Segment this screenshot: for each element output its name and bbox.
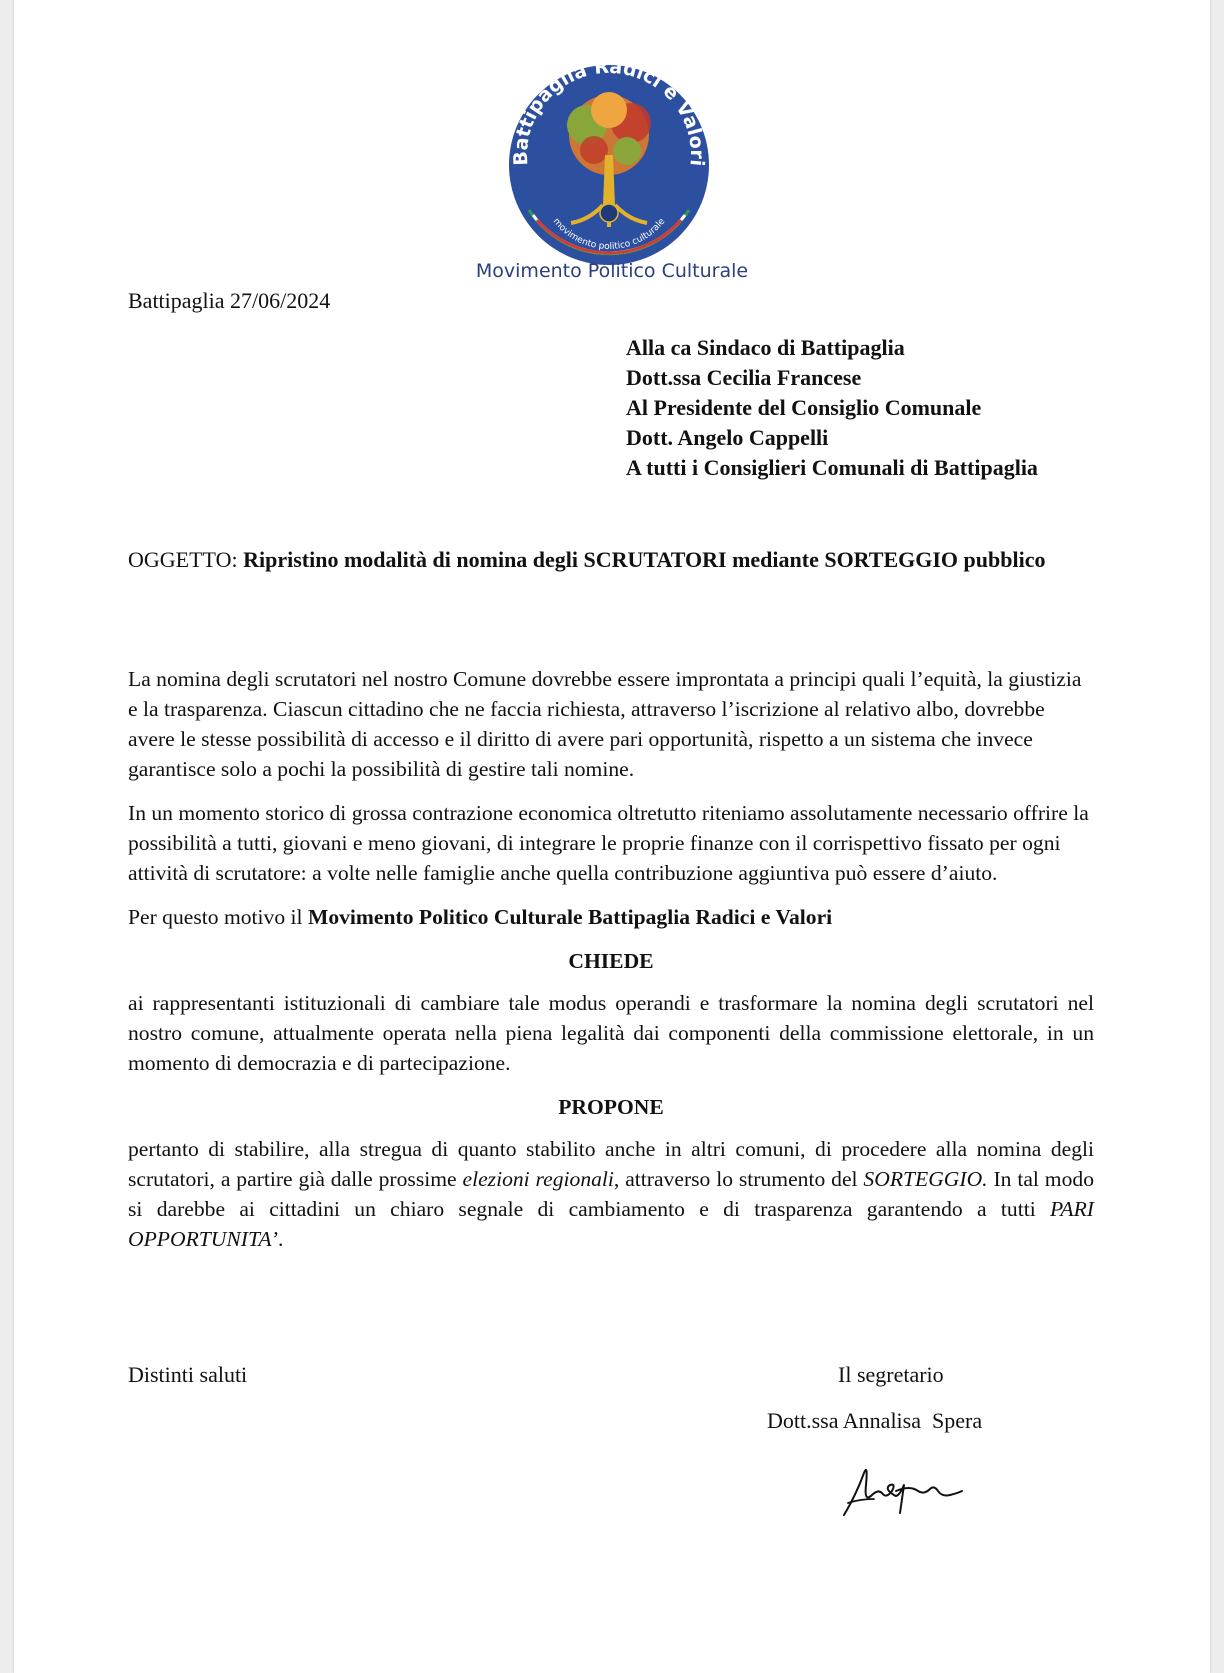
- paragraph: In un momento storico di grossa contrazione economica oltretutto riteniamo assolutamente necessario offrire la possibilità a tutti, giovani e meno giovani, di integrare le proprie finanze con il corrispettivo fissato per ogni attività di scrutatore: a volte nelle famiglie anche quella contribuzione aggiuntiva può essere d’aiuto.: [128, 801, 1089, 885]
- recipient-line: Al Presidente del Consiglio Comunale: [626, 395, 982, 420]
- closing: Distinti saluti: [128, 1362, 248, 1387]
- paragraph-prefix: Per questo motivo il: [128, 905, 308, 929]
- recipient-line: Dott. Angelo Cappelli: [626, 425, 829, 450]
- tree-logo-icon: [499, 55, 719, 275]
- subject-text: Ripristino modalità di nomina degli SCRUTATORI mediante SORTEGGIO pubblico: [243, 547, 1046, 572]
- svg-text:Battipaglia Radici e Valori: Battipaglia Radici e Valori: [509, 55, 709, 167]
- heading-chiede: CHIEDE: [568, 949, 654, 973]
- italic-run: PARI OPPORTUNITA’: [128, 1197, 1094, 1251]
- paragraph: La nomina degli scrutatori nel nostro Comune dovrebbe essere improntata a principi quali l’equità, la giustizia e la trasparenza. Ciascun cittadino che ne faccia richiesta, attraverso l’iscrizione al relativo albo, dovrebbe avere le stesse possibilità di accesso e il diritto di avere pari opportunità, rispetto a un sistema che invece garantisce solo a pochi la possibilità di gestire tali nomine.: [128, 667, 1082, 781]
- subject-label: OGGETTO:: [128, 547, 244, 572]
- text-run: pertanto di stabilire, alla stregua di quanto stabilito anche in altri comuni, di procedere alla nomina degli scrutatori, a partire già dalle prossime: [128, 1137, 1094, 1191]
- recipient-line: Alla ca Sindaco di Battipaglia: [626, 335, 905, 360]
- letter-body: [128, 664, 1094, 1268]
- italic-run: elezioni regionali: [462, 1167, 614, 1191]
- paragraph: [128, 902, 1094, 932]
- signer-name: Dott.ssa Annalisa Spera: [767, 1408, 983, 1433]
- paragraph: ai rappresentanti istituzionali di cambiare tale modus operandi e trasformare la nomina degli scrutatori nel nostro comune, attualmente operata nella piena legalità dai componenti della commissione elettorale, in un momento di democrazia e di partecipazione.: [128, 991, 1094, 1075]
- movement-name: Movimento Politico Culturale Battipaglia Radici e Valori: [307, 905, 833, 929]
- italic-run: SORTEGGIO.: [863, 1167, 988, 1191]
- text-run: In tal modo si darebbe ai cittadini un chiaro segnale di cambiamento e di trasparenza garantendo a tutti: [128, 1167, 1094, 1221]
- logo-caption: Movimento Politico Culturale: [475, 260, 749, 282]
- handwritten-signature: [838, 1455, 968, 1525]
- svg-text:movimento politico culturale: movimento politico culturale: [550, 216, 668, 253]
- text-run: .: [277, 1227, 284, 1251]
- signer-role: Il segretario: [838, 1362, 944, 1387]
- text-run: , attraverso lo strumento del: [613, 1167, 864, 1191]
- recipients-block: [626, 333, 1038, 483]
- letter-date: Battipaglia 27/06/2024: [128, 288, 331, 313]
- recipient-line: Dott.ssa Cecilia Francese: [626, 365, 862, 390]
- heading-propone: PROPONE: [558, 1095, 664, 1119]
- subject-line: [128, 545, 1088, 575]
- paragraph: [128, 1134, 1094, 1254]
- recipient-line: A tutti i Consiglieri Comunali di Battipaglia: [626, 455, 1038, 480]
